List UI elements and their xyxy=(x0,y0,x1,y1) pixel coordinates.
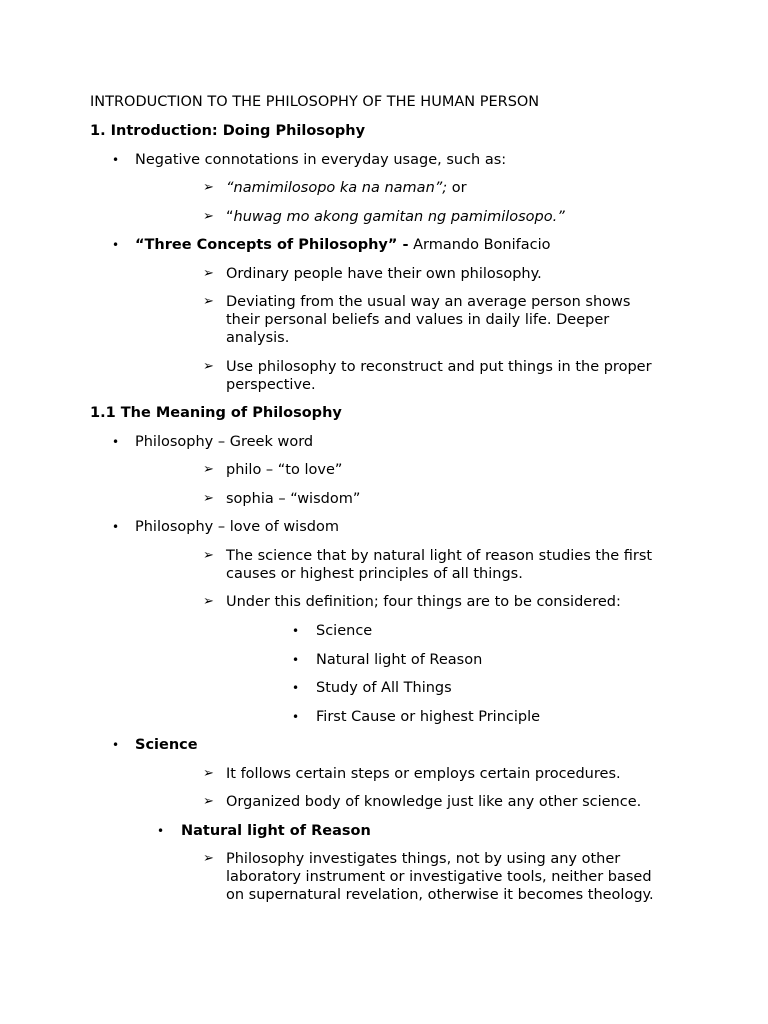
list-item-three-concepts xyxy=(135,236,551,254)
sub-item-science: Science xyxy=(316,623,373,639)
arrow-bullet-icon: ➢ xyxy=(203,294,214,309)
bullet-icon: • xyxy=(112,435,120,449)
list-item-quote-2 xyxy=(226,208,565,226)
list-item-reconstruct: Use philosophy to reconstruct and put things in the proper perspective. xyxy=(226,359,652,394)
quote-open-mark: “ xyxy=(226,209,234,225)
section-heading-meaning: 1.1 The Meaning of Philosophy xyxy=(90,405,342,421)
sub-item-natural-light: Natural light of Reason xyxy=(316,652,483,668)
list-item-love-of-wisdom: Philosophy – love of wisdom xyxy=(135,519,339,535)
sub-item-study-all-things: Study of All Things xyxy=(316,680,452,696)
bullet-icon: • xyxy=(112,738,120,752)
subheading-science: Science xyxy=(135,737,198,753)
arrow-bullet-icon: ➢ xyxy=(203,548,214,563)
document-title: INTRODUCTION TO THE PHILOSOPHY OF THE HUMAN PERSON xyxy=(90,94,540,110)
arrow-bullet-icon: ➢ xyxy=(203,851,214,866)
list-item-organized-body: Organized body of knowledge just like any other science. xyxy=(226,794,642,810)
list-item-negative-connotations: Negative connotations in everyday usage, such as: xyxy=(135,152,507,168)
bullet-icon: • xyxy=(292,681,300,695)
list-item-ordinary-people: Ordinary people have their own philosophy. xyxy=(226,266,542,282)
quote-text: “namimilosopo ka na naman”; xyxy=(226,180,448,196)
list-item-four-things: Under this definition; four things are to be considered: xyxy=(226,594,621,610)
list-item-sophia: sophia – “wisdom” xyxy=(226,491,361,507)
bullet-icon: • xyxy=(292,710,300,724)
bullet-icon: • xyxy=(292,624,300,638)
bullet-icon: • xyxy=(157,824,165,838)
arrow-bullet-icon: ➢ xyxy=(203,594,214,609)
arrow-bullet-icon: ➢ xyxy=(203,794,214,809)
arrow-bullet-icon: ➢ xyxy=(203,359,214,374)
quote-text: huwag mo akong gamitan ng pamimilosopo.” xyxy=(233,209,565,225)
arrow-bullet-icon: ➢ xyxy=(203,209,214,224)
concept-title: “Three Concepts of Philosophy” - xyxy=(135,237,409,253)
subheading-natural-light: Natural light of Reason xyxy=(181,823,371,839)
list-item-philo: philo – “to love” xyxy=(226,462,343,478)
arrow-bullet-icon: ➢ xyxy=(203,266,214,281)
arrow-bullet-icon: ➢ xyxy=(203,491,214,506)
list-item-steps: It follows certain steps or employs certain procedures. xyxy=(226,766,621,782)
arrow-bullet-icon: ➢ xyxy=(203,766,214,781)
bullet-icon: • xyxy=(112,238,120,252)
bullet-icon: • xyxy=(112,153,120,167)
concept-author: Armando Bonifacio xyxy=(408,237,551,253)
quote-suffix: or xyxy=(447,180,467,196)
list-item-deviating: Deviating from the usual way an average person shows their personal beliefs and values in daily life. Deeper analysis. xyxy=(226,294,631,347)
bullet-icon: • xyxy=(112,520,120,534)
list-item-science-definition: The science that by natural light of reason studies the first causes or highest principles of all things. xyxy=(226,548,653,583)
sub-item-first-cause: First Cause or highest Principle xyxy=(316,709,541,725)
arrow-bullet-icon: ➢ xyxy=(203,462,214,477)
list-item-investigates: Philosophy investigates things, not by using any other laboratory instrument or investigative tools, neither based on supernatural revelation, otherwise it becomes theology. xyxy=(226,851,654,904)
bullet-icon: • xyxy=(292,653,300,667)
list-item-greek-word: Philosophy – Greek word xyxy=(135,434,314,450)
arrow-bullet-icon: ➢ xyxy=(203,180,214,195)
section-heading-introduction: 1. Introduction: Doing Philosophy xyxy=(90,123,366,139)
list-item-quote-1 xyxy=(226,179,467,197)
